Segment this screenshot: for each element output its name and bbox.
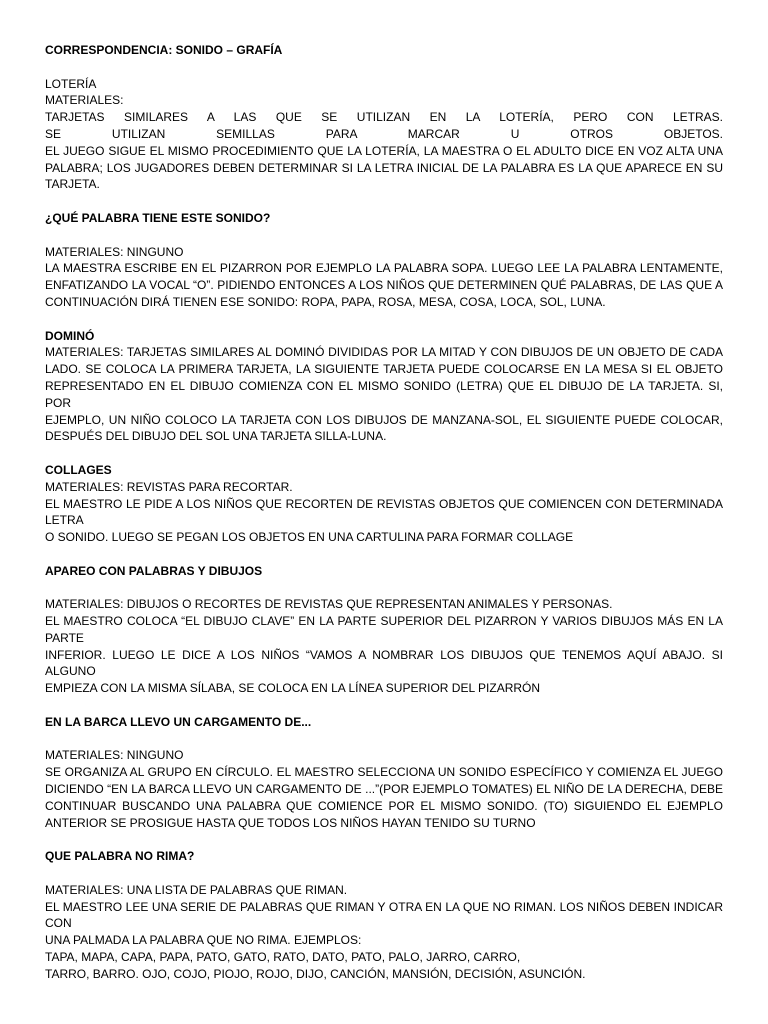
- paragraph-line: TARJETAS SIMILARES A LAS QUE SE UTILIZAN EN LA LOTERÍA, PERO CON LETRAS.: [45, 110, 723, 125]
- paragraph-line: SE ORGANIZA AL GRUPO EN CÍRCULO. EL MAESTRO SELECCIONA UN SONIDO ESPECÍFICO Y COMIENZA EL JUEGO: [45, 765, 723, 780]
- section-heading-que-palabra: ¿QUÉ PALABRA TIENE ESTE SONIDO?: [45, 210, 271, 225]
- paragraph-line: ANTERIOR SE PROSIGUE HASTA QUE TODOS LOS NIÑOS HAYAN TENIDO SU TURNO: [45, 815, 536, 830]
- paragraph-line: MATERIALES: NINGUNO: [45, 244, 184, 259]
- paragraph-line: MATERIALES: TARJETAS SIMILARES AL DOMINÓ DIVIDIDAS POR LA MITAD Y CON DIBUJOS DE UN OBJETO DE CADA: [45, 345, 723, 360]
- spacer: [45, 731, 723, 748]
- section-heading-apareo: APAREO CON PALABRAS Y DIBUJOS: [45, 563, 263, 578]
- spacer: [45, 445, 723, 462]
- document-title: CORRESPONDENCIA: SONIDO – GRAFÍA: [45, 43, 283, 57]
- paragraph-line: MATERIALES: DIBUJOS O RECORTES DE REVISTAS QUE REPRESENTAN ANIMALES Y PERSONAS.: [45, 597, 613, 612]
- paragraph-line: DESPUÉS DEL DIBUJO DEL SOL UNA TARJETA SILLA-LUNA.: [45, 429, 387, 444]
- paragraph-line: EL MAESTRO LEE UNA SERIE DE PALABRAS QUE RIMAN Y OTRA EN LA QUE NO RIMAN. LOS NIÑOS DEBEN INDICAR CON: [45, 899, 723, 931]
- paragraph-line: TAPA, MAPA, CAPA, PAPA, PATO, GATO, RATO, DATO, PATO, PALO, JARRO, CARRO,: [45, 950, 521, 965]
- paragraph-line: EMPIEZA CON LA MISMA SÍLABA, SE COLOCA EN LA LÍNEA SUPERIOR DEL PIZARRÓN: [45, 681, 541, 696]
- paragraph-line: UNA PALMADA LA PALABRA QUE NO RIMA. EJEMPLOS:: [45, 933, 362, 948]
- paragraph-line: MATERIALES: REVISTAS PARA RECORTAR.: [45, 479, 293, 494]
- section-heading-no-rima: QUE PALABRA NO RIMA?: [45, 849, 195, 864]
- paragraph-line: EL MAESTRO COLOCA “EL DIBUJO CLAVE” EN LA PARTE SUPERIOR DEL PIZARRON Y VARIOS DIBUJOS MÁS EN LA PARTE: [45, 614, 723, 645]
- section-heading-barca: EN LA BARCA LLEVO UN CARGAMENTO DE...: [45, 714, 312, 729]
- spacer: [45, 227, 723, 244]
- spacer: [45, 580, 723, 597]
- paragraph-line: SE UTILIZAN SEMILLAS PARA MARCAR U OTROS OBJETOS.: [45, 126, 723, 141]
- spacer: [45, 831, 723, 848]
- section-heading-domino: DOMINÓ: [45, 328, 95, 343]
- spacer: [45, 59, 723, 76]
- paragraph-line: EJEMPLO, UN NIÑO COLOCO LA TARJETA CON LOS DIBUJOS DE MANZANA-SOL, EL SIGUIENTE PUEDE COLOCAR,: [45, 412, 723, 427]
- paragraph-line: REPRESENTADO EN EL DIBUJO COMIENZA CON EL MISMO SONIDO (LETRA) QUE EL DIBUJO DE LA TARJETA. SI, POR: [45, 378, 723, 410]
- paragraph-line: INFERIOR. LUEGO LE DICE A LOS NIÑOS “VAMOS A NOMBRAR LOS DIBUJOS QUE TENEMOS AQUÍ ABAJO. SI ALGUNO: [45, 647, 723, 679]
- spacer: [45, 311, 723, 328]
- spacer: [45, 193, 723, 210]
- spacer: [45, 697, 723, 714]
- paragraph-line: LADO. SE COLOCA LA PRIMERA TARJETA, LA SIGUIENTE TARJETA PUEDE COLOCARSE EN LA MESA SI EL OBJETO: [45, 362, 723, 377]
- paragraph-line: TARJETA.: [45, 177, 100, 192]
- section-heading-loteria: LOTERÍA: [45, 76, 97, 91]
- paragraph-line: EL JUEGO SIGUE EL MISMO PROCEDIMIENTO QUE LA LOTERÍA, LA MAESTRA O EL ADULTO DICE EN VOZ ALTA UNA: [45, 143, 723, 158]
- spacer: [45, 546, 723, 563]
- paragraph-line: ENFATIZANDO LA VOCAL “O”. PIDIENDO ENTONCES A LOS NIÑOS QUE DETERMINEN QUÉ PALABRAS, DE LAS QUE A: [45, 278, 723, 293]
- paragraph-line: MATERIALES: UNA LISTA DE PALABRAS QUE RIMAN.: [45, 882, 348, 897]
- paragraph-line: EL MAESTRO LE PIDE A LOS NIÑOS QUE RECORTEN DE REVISTAS OBJETOS QUE COMIENCEN CON DETERMINADA LETRA: [45, 496, 723, 528]
- paragraph-line: MATERIALES:: [45, 93, 124, 108]
- paragraph-line: PALABRA; LOS JUGADORES DEBEN DETERMINAR SI LA LETRA INICIAL DE LA PALABRA ES LA QUE APARECE EN SU: [45, 160, 723, 175]
- section-heading-collages: COLLAGES: [45, 462, 112, 477]
- paragraph-line: LA MAESTRA ESCRIBE EN EL PIZARRON POR EJEMPLO LA PALABRA SOPA. LUEGO LEE LA PALABRA LENTAMENTE,: [45, 261, 723, 276]
- paragraph-line: CONTINUACIÓN DIRÁ TIENEN ESE SONIDO: ROPA, PAPA, ROSA, MESA, COSA, LOCA, SOL, LUNA.: [45, 294, 606, 309]
- paragraph-line: DICIENDO “EN LA BARCA LLEVO UN CARGAMENTO DE ...”(POR EJEMPLO TOMATES) EL NIÑO DE LA DERECHA, DEBE: [45, 782, 723, 797]
- spacer: [45, 865, 723, 882]
- paragraph-line: MATERIALES: NINGUNO: [45, 748, 184, 763]
- paragraph-line: O SONIDO. LUEGO SE PEGAN LOS OBJETOS EN UNA CARTULINA PARA FORMAR COLLAGE: [45, 530, 574, 545]
- paragraph-line: CONTINUAR BUSCANDO UNA PALABRA QUE COMIENCE POR EL MISMO SONIDO. (TO) SIGUIENDO EL EJEMPLO: [45, 798, 723, 813]
- paragraph-line: TARRO, BARRO. OJO, COJO, PIOJO, ROJO, DIJO, CANCIÓN, MANSIÓN, DECISIÓN, ASUNCIÓN.: [45, 966, 586, 981]
- document-page: [45, 42, 723, 983]
